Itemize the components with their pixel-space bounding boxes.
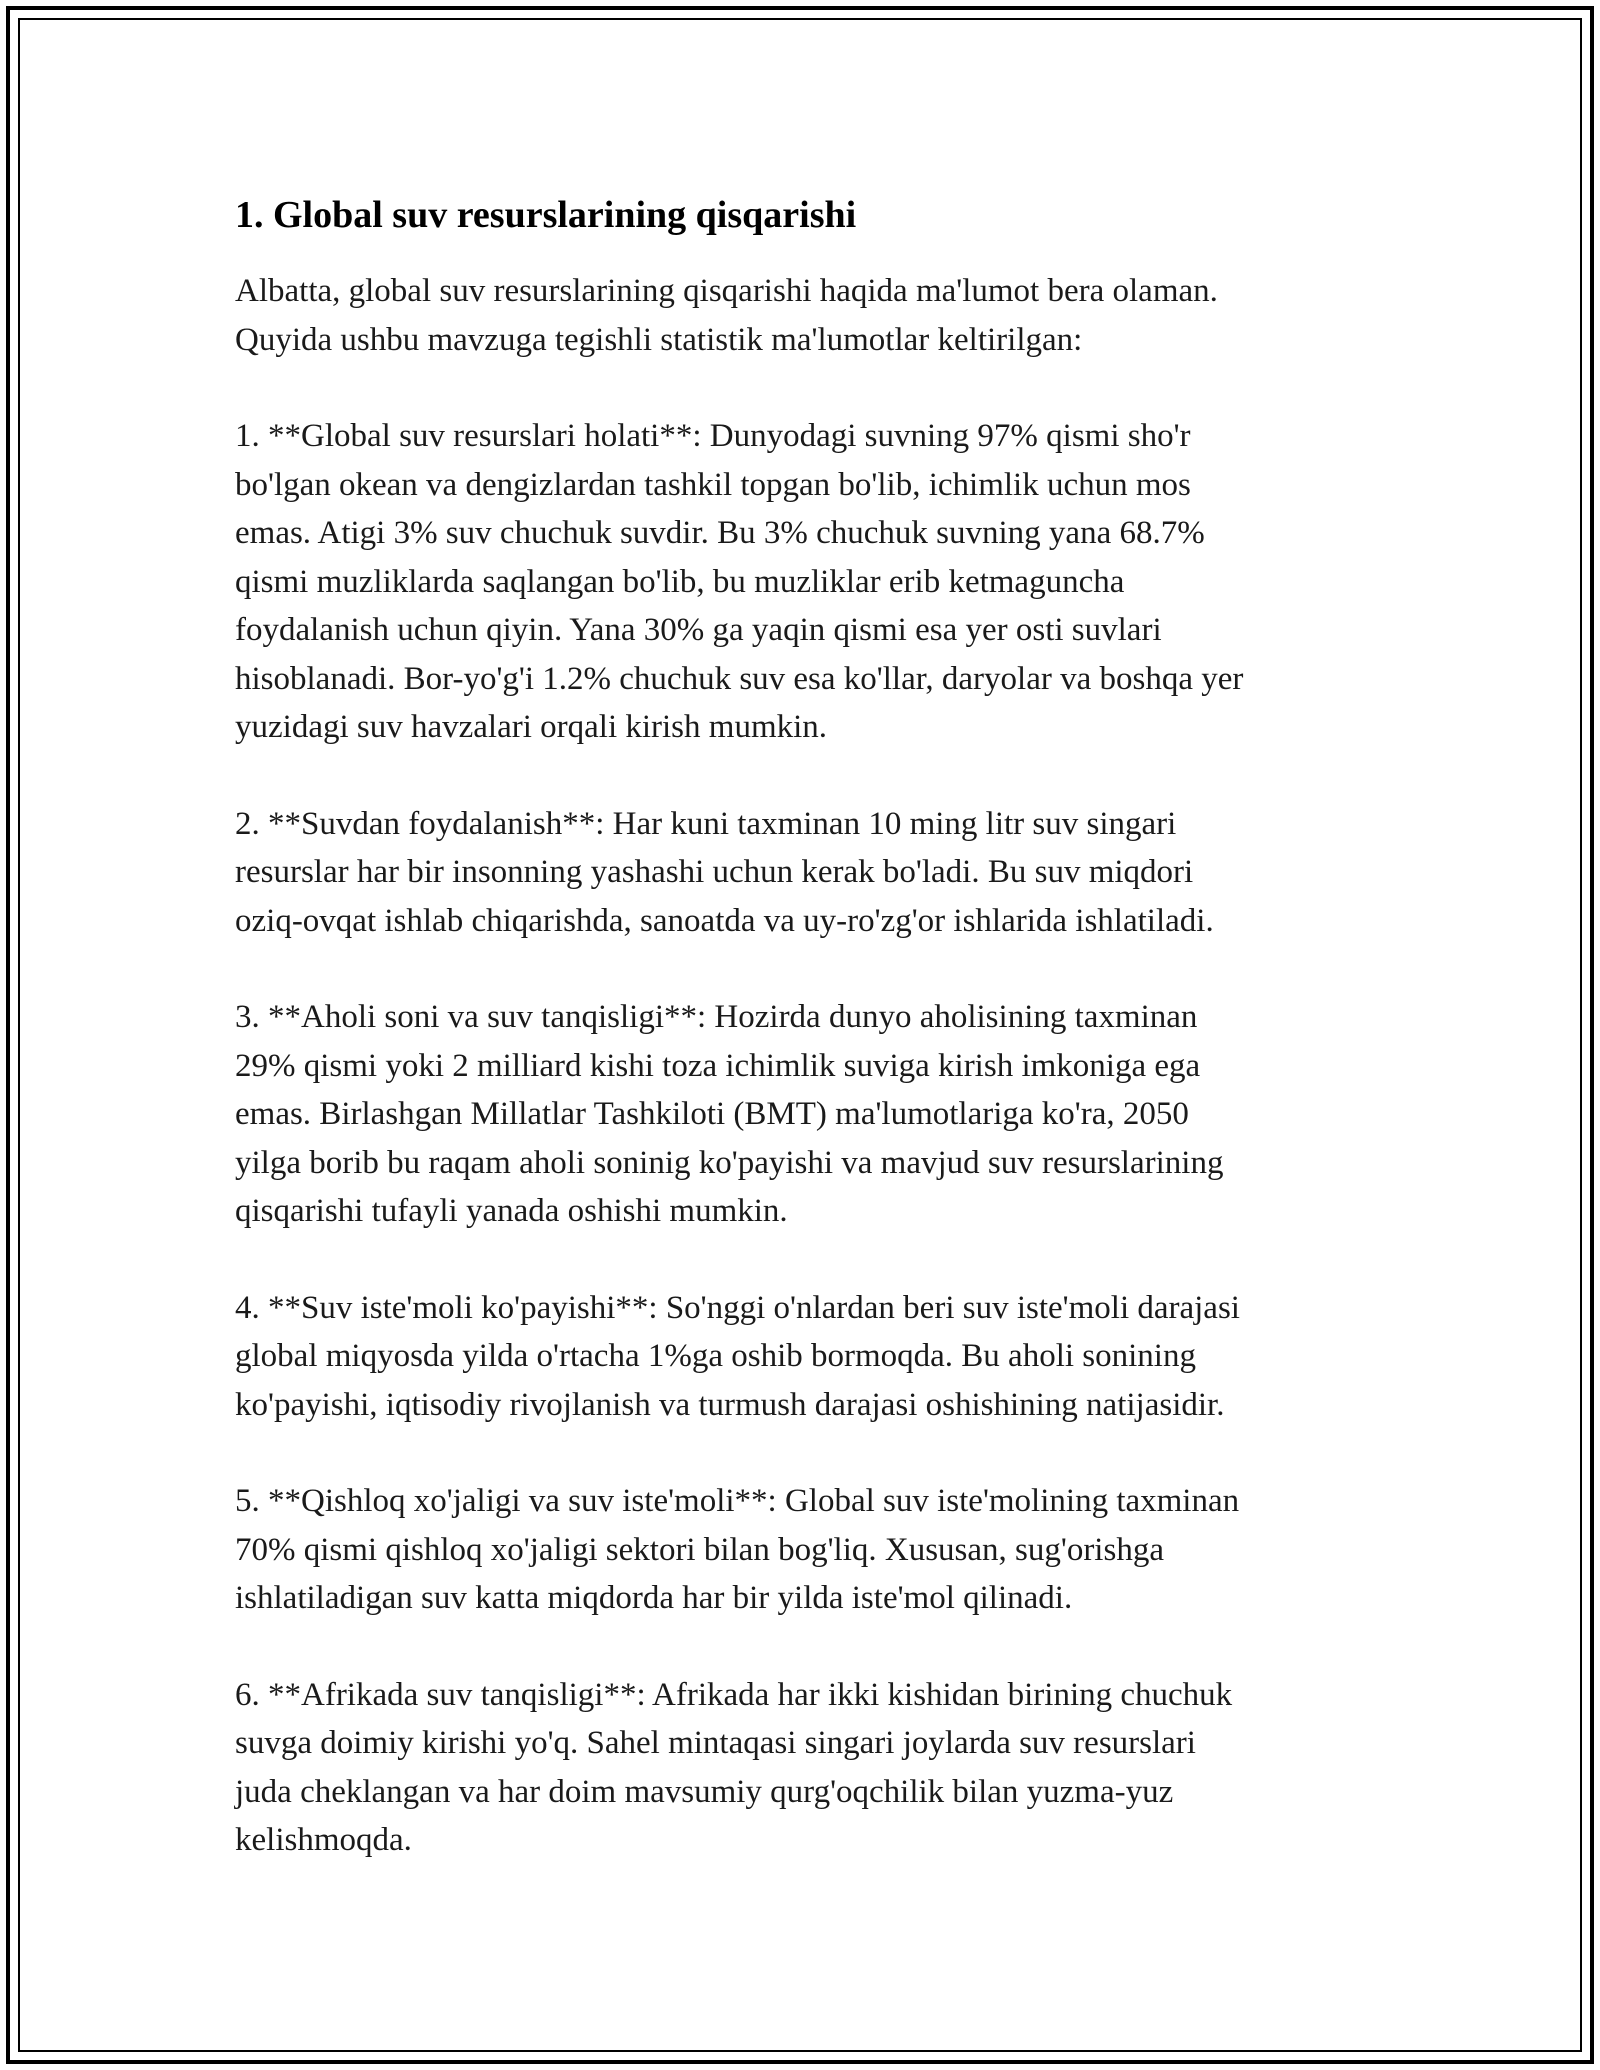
list-item-africa-scarcity: 6. **Afrikada suv tanqisligi**: Afrikada har ikki kishidan birining chuchuk suvga doimiy kirishi yo'q. Sahel mintaqasi singari joylarda suv resurslari juda cheklangan va har doim mavsumiy qurg'oqchilik bilan yuzma-yuz kelishmoqda. xyxy=(235,1676,1233,1858)
document-body xyxy=(235,185,1375,1913)
list-item-population-scarcity: 3. **Aholi soni va suv tanqisligi**: Hozirda dunyo aholisining taxminan 29% qismi yoki 2 milliard kishi toza ichimlik suviga kirish imkoniga ega emas. Birlashgan Millatlar Tashkiloti (BMT) ma'lumotlariga ko'ra, 2050 yilga borib bu raqam aholi soninig ko'payishi va mavjud suv resurslarining qisqarishi tufayli yanada oshishi mumkin. xyxy=(235,999,1224,1229)
document-title: 1. Global suv resurslarining qisqarishi xyxy=(235,194,857,236)
list-item-global-resources: 1. **Global suv resurslari holati**: Dunyodagi suvning 97% qismi sho'r bo'lgan okean va dengizlardan tashkil topgan bo'lib, ichimlik uchun mos emas. Atigi 3% suv chuchuk suvdir. Bu 3% chuchuk suvning yana 68.7% qismi muzliklarda saqlangan bo'lib, bu muzliklar erib ketmaguncha foydalanish uchun qiyin. Yana 30% ga yaqin qismi esa yer osti suvlari hisoblanadi. Bor-yo'g'i 1.2% chuchuk suv esa ko'llar, daryolar va boshqa yer yuzidagi suv havzalari orqali kirish mumkin. xyxy=(235,418,1244,745)
list-item-water-usage: 2. **Suvdan foydalanish**: Har kuni taxminan 10 ming litr suv singari resurslar har bir insonning yashashi uchun kerak bo'ladi. Bu suv miqdori oziq-ovqat ishlab chiqarishda, sanoatda va uy-ro'zg'or ishlarida ishlatiladi. xyxy=(235,805,1214,939)
list-item-agriculture: 5. **Qishloq xo'jaligi va suv iste'moli**: Global suv iste'molining taxminan 70% qismi qishloq xo'jaligi sektori bilan bog'liq. Xususan, sug'orishga ishlatiladigan suv katta miqdorda har bir yilda iste'mol qilinadi. xyxy=(235,1483,1240,1616)
intro-paragraph: Albatta, global suv resurslarining qisqarishi haqida ma'lumot bera olaman. Quyida ushbu mavzuga tegishli statistik ma'lumotlar keltirilgan: xyxy=(235,273,1218,358)
list-item-consumption-growth: 4. **Suv iste'moli ko'payishi**: So'nggi o'nlardan beri suv iste'moli darajasi global miqyosda yilda o'rtacha 1%ga oshib bormoqda. Bu aholi sonining ko'payishi, iqtisodiy rivojlanish va turmush darajasi oshishining natijasidir. xyxy=(235,1289,1240,1423)
